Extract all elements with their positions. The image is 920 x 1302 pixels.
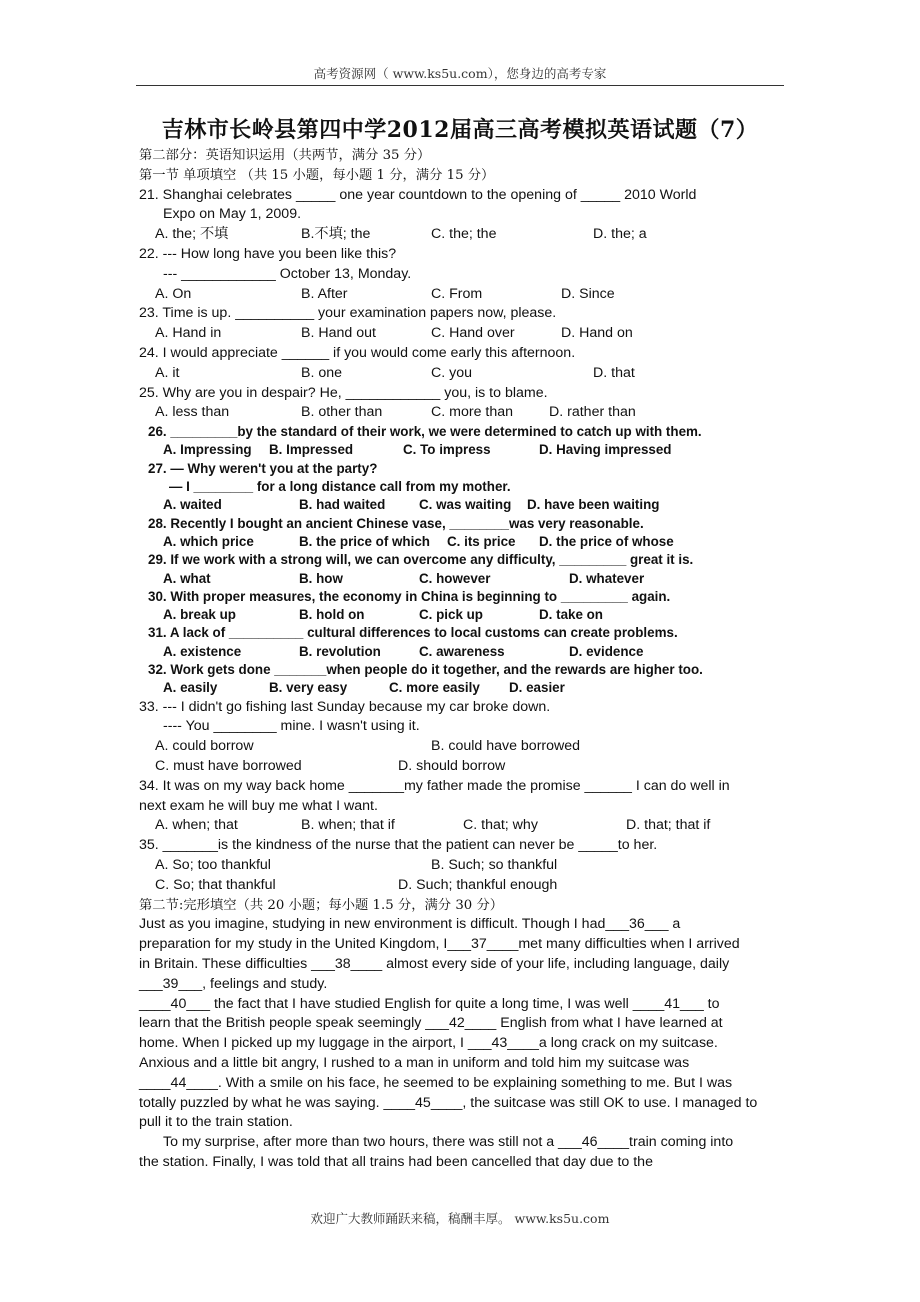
section2-heading: 第二节:完形填空（共 20 小题；每小题 1.5 分，满分 30 分） xyxy=(139,897,504,913)
passage-line: Anxious and a little bit angry, I rushed to a man in uniform and told him my suitcase was xyxy=(139,1054,690,1071)
option-d: D. Having impressed xyxy=(539,442,672,458)
option-c: C. that; why xyxy=(463,817,538,834)
option-c: C. pick up xyxy=(419,607,483,623)
question-stem-cont: Expo on May 1, 2009. xyxy=(163,206,302,223)
option-a: A. less than xyxy=(155,404,230,421)
passage-line: preparation for my study in the United Kingdom, I___37____met many difficulties when I arrived xyxy=(139,936,740,953)
option-d: D. rather than xyxy=(549,404,636,421)
option-d: D. Such; thankful enough xyxy=(398,876,558,893)
option-b: B. when; that if xyxy=(301,817,395,834)
option-b: B. the price of which xyxy=(299,533,430,549)
question-stem: 29. If we work with a strong will, we can overcome any difficulty, _________ great it is. xyxy=(148,552,694,568)
options-row xyxy=(139,403,784,423)
option-d: D. should borrow xyxy=(398,758,506,774)
option-c: C. was waiting xyxy=(419,497,512,513)
passage-line: totally puzzled by what he was saying. ____45____, the suitcase was still OK to use. I managed to xyxy=(139,1094,758,1111)
option-c: C. From xyxy=(431,285,483,302)
options-row xyxy=(139,496,784,514)
option-c: C. however xyxy=(419,570,491,586)
option-a: A. waited xyxy=(163,497,222,513)
exam-content xyxy=(139,146,784,1173)
option-b: B. could have borrowed xyxy=(431,738,581,755)
option-b: B. how xyxy=(299,570,343,586)
question-stem: 35. _______is the kindness of the nurse that the patient can never be _____to her. xyxy=(139,837,658,854)
question-stem: 25. Why are you in despair? He, ____________ you, is to blame. xyxy=(139,384,548,401)
options-row xyxy=(139,364,784,384)
question-stem: 27. — Why weren't you at the party? xyxy=(148,460,378,476)
option-d: D. that; that if xyxy=(626,817,711,834)
page-footer: 欢迎广大教师踊跃来稿，稿酬丰厚。 www.ks5u.com xyxy=(310,1211,610,1226)
option-b: B. Hand out xyxy=(301,325,376,342)
option-c: C. more than xyxy=(431,404,514,421)
option-d: D. the; a xyxy=(593,226,647,243)
passage-line: To my surprise, after more than two hours, there was still not a ___46____train coming into xyxy=(163,1134,734,1151)
options-row xyxy=(139,856,784,876)
option-a: A. easily xyxy=(163,680,218,696)
option-a: A. which price xyxy=(163,533,254,549)
option-d: D. easier xyxy=(509,680,565,696)
option-c: C. Hand over xyxy=(431,325,515,342)
option-c: C. you xyxy=(431,364,473,381)
options-row xyxy=(139,816,784,836)
option-c: C. its price xyxy=(447,533,516,549)
options-row xyxy=(139,324,784,344)
question-stem: 31. A lack of __________ cultural differences to local customs can create problems. xyxy=(148,625,678,641)
question-stem: 22. --- How long have you been like this? xyxy=(139,245,397,262)
options-row xyxy=(139,606,784,624)
option-d: D. have been waiting xyxy=(527,497,660,513)
option-b: B. hold on xyxy=(299,607,365,623)
question-stem: 26. _________by the standard of their work, we were determined to catch up with them. xyxy=(148,424,702,440)
option-a: A. Hand in xyxy=(155,325,222,342)
question-stem: 30. With proper measures, the economy in China is beginning to _________ again. xyxy=(148,588,671,604)
passage-line: home. When I picked up my luggage in the airport, I ___43____a long crack on my suitcase. xyxy=(139,1035,718,1052)
option-b: B. other than xyxy=(301,404,383,421)
section1-heading: 第一节 单项填空 （共 15 小题，每小题 1 分，满分 15 分） xyxy=(139,167,495,183)
options-row xyxy=(139,441,784,459)
header-divider xyxy=(136,85,784,86)
passage-line: in Britain. These difficulties ___38____ almost every side of your life, including language, daily xyxy=(139,955,730,972)
passage-line: ____44____. With a smile on his face, he seemed to be explaining something to me. But I was xyxy=(139,1074,733,1091)
option-b: B. one xyxy=(301,364,343,381)
options-row xyxy=(139,533,784,551)
page-title: 吉林市长岭县第四中学2012届高三高考模拟英语试题（7） xyxy=(161,117,759,143)
question-stem: 33. --- I didn't go fishing last Sunday because my car broke down. xyxy=(139,698,551,715)
passage-line: Just as you imagine, studying in new environment is difficult. Though I had___36___ a xyxy=(139,916,681,933)
options-row xyxy=(139,225,784,245)
option-a: A. the; 不填 xyxy=(155,226,229,243)
option-a: A. existence xyxy=(163,643,242,659)
passage-line: the station. Finally, I was told that all trains had been cancelled that day due to the xyxy=(139,1153,653,1170)
question-stem: 28. Recently I bought an ancient Chinese vase, ________was very reasonable. xyxy=(148,515,644,531)
question-stem: 24. I would appreciate ______ if you would come early this afternoon. xyxy=(139,344,576,361)
options-row xyxy=(139,285,784,305)
options-row xyxy=(139,570,784,588)
option-d: D. that xyxy=(593,364,635,381)
options-row xyxy=(139,643,784,661)
option-c: C. the; the xyxy=(431,226,497,243)
option-b: B. Impressed xyxy=(269,442,354,458)
option-c: C. awareness xyxy=(419,643,505,659)
option-a: A. could borrow xyxy=(155,738,254,755)
option-a: A. when; that xyxy=(155,817,238,834)
option-a: A. break up xyxy=(163,607,236,623)
option-b: B.不填; the xyxy=(301,226,371,243)
question-stem-cont: next exam he will buy me what I want. xyxy=(139,797,378,814)
passage-line: learn that the British people speak seemingly ___42____ English from what I have learned at xyxy=(139,1015,723,1032)
options-row xyxy=(139,679,784,697)
option-d: D. the price of whose xyxy=(539,533,674,549)
question-stem-cont: ---- You ________ mine. I wasn't using it. xyxy=(163,718,420,735)
option-a: A. Impressing xyxy=(163,442,252,458)
option-b: B. Such; so thankful xyxy=(431,856,558,873)
option-a: A. So; too thankful xyxy=(155,856,271,873)
option-d: D. Since xyxy=(561,285,615,302)
passage-line: pull it to the train station. xyxy=(139,1114,293,1131)
options-row xyxy=(139,757,784,777)
cloze-passage xyxy=(139,915,784,1172)
page-header: 高考资源网（ www.ks5u.com），您身边的高考专家 xyxy=(313,66,607,81)
question-stem-cont: — I ________ for a long distance call from my mother. xyxy=(169,479,511,495)
option-b: B. very easy xyxy=(269,680,348,696)
option-c: C. To impress xyxy=(403,442,491,458)
question-stem: 32. Work gets done _______when people do it together, and the rewards are higher too. xyxy=(148,662,703,678)
option-d: D. whatever xyxy=(569,570,645,586)
option-c: C. So; that thankful xyxy=(155,876,276,893)
question-stem: 21. Shanghai celebrates _____ one year countdown to the opening of _____ 2010 World xyxy=(139,186,697,203)
question-stem-cont: --- ____________ October 13, Monday. xyxy=(163,265,412,282)
part-heading: 第二部分：英语知识运用（共两节，满分 35 分） xyxy=(139,148,431,163)
option-b: B. After xyxy=(301,285,348,302)
option-a: A. On xyxy=(155,285,192,302)
option-a: A. what xyxy=(163,570,211,586)
option-b: B. had waited xyxy=(299,497,386,513)
option-d: D. take on xyxy=(539,607,603,623)
option-a: A. it xyxy=(155,364,180,381)
passage-line: ___39___, feelings and study. xyxy=(139,975,328,992)
option-d: D. evidence xyxy=(569,643,644,659)
option-c: C. must have borrowed xyxy=(155,758,302,774)
option-d: D. Hand on xyxy=(561,325,633,342)
option-b: B. revolution xyxy=(299,643,381,659)
options-row xyxy=(139,876,784,896)
options-row xyxy=(139,737,784,757)
question-stem: 23. Time is up. __________ your examination papers now, please. xyxy=(139,305,557,322)
passage-line: ____40___ the fact that I have studied English for quite a long time, I was well ____41___ to xyxy=(139,995,720,1012)
question-stem: 34. It was on my way back home _______my father made the promise ______ I can do well in xyxy=(139,777,730,794)
option-c: C. more easily xyxy=(389,680,480,696)
